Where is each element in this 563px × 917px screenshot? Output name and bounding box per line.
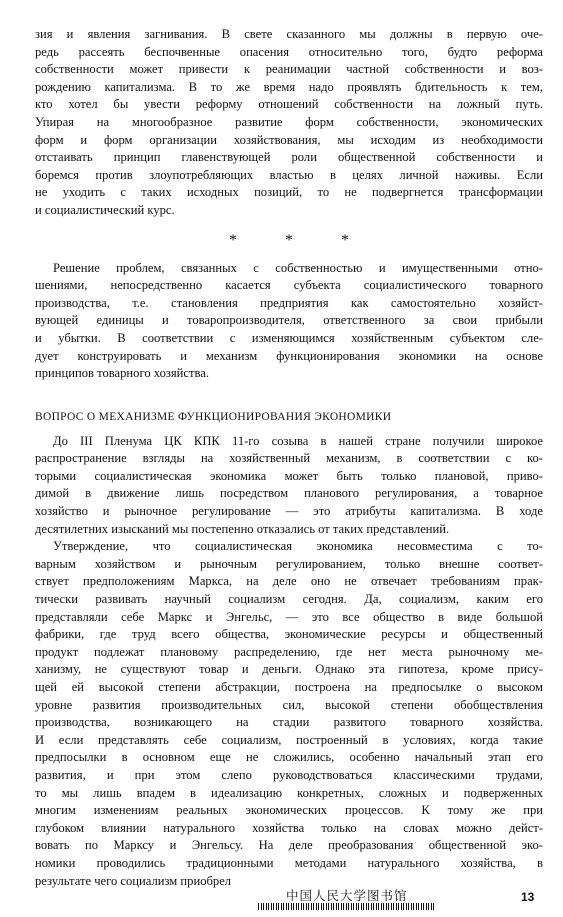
- paragraph-2: [35, 260, 543, 383]
- text-line: глубоком влиянии натурального хозяйства только на словах можно дейст-: [35, 820, 543, 835]
- text-line: многим изменениям реальных экономических процессов. К тому же при: [35, 803, 543, 818]
- text-line: димой в движение лишь посредством планового регулирования, а товарное: [35, 486, 543, 501]
- text-line: кто хотел бы увести реформу отношений собственности на ложный путь.: [35, 97, 543, 112]
- page-body: [35, 26, 543, 890]
- library-stamp: 中国人民大学图书馆: [286, 888, 408, 903]
- text-line: дует конструировать и механизм функционирования экономики на основе: [35, 348, 543, 363]
- text-line: Решение проблем, связанных с собственностью и имущественными отно-: [53, 260, 543, 275]
- text-line: то мы лишь впадем в идеализацию конкретных, сложных и подверженных: [35, 785, 543, 800]
- text-line: ханизму, не существуют товар и деньги. Однако эта гипотеза, кроме прису-: [35, 662, 543, 677]
- paragraph-4: [35, 538, 543, 890]
- text-line: хозяйство и рыночное регулирование — это атрибуты капитализма. В ходе: [35, 504, 543, 519]
- text-line: форм и форм организации хозяйствования, мы исходим из необходимости: [35, 132, 543, 147]
- text-line: продукт подлежат плановому распределению, где нет места рыночному ме-: [35, 644, 543, 659]
- text-line: десятилетних изысканий мы постепенно отказались от таких представлений.: [35, 521, 450, 536]
- text-line: зия и явления загнивания. В свете сказанного мы должны в первую оче-: [35, 27, 543, 41]
- text-line: фабрики, где труд всего общества, экономические ресурсы и общественный: [35, 627, 543, 642]
- text-line: развития, и при этом слепо руководствоваться классическими трудами,: [35, 767, 543, 782]
- barcode-image: [258, 903, 434, 910]
- section-heading: ВОПРОС О МЕХАНИЗМЕ ФУНКЦИОНИРОВАНИЯ ЭКОНОМИКИ: [35, 410, 392, 423]
- text-line: боремся против злоупотребляющих властью в целях личной наживы. Если: [35, 167, 543, 182]
- text-line: и социалистический курс.: [35, 202, 175, 217]
- text-line: торыми социалистическая экономика может быть только плановой, приво-: [35, 468, 543, 483]
- text-line: принципов товарного хозяйства.: [35, 366, 209, 381]
- section-divider-stars: * * *: [229, 231, 371, 249]
- paragraph-1: [35, 26, 543, 220]
- text-line: Упирая на многообразное развитие форм собственности, экономических: [35, 114, 543, 129]
- text-line: отстаивать принцип главенствующей роли общественной собственности и: [35, 150, 543, 165]
- text-line: вовать по Марксу и Энгельсу. На деле преобразования общественной эко-: [35, 838, 543, 853]
- text-line: номики проводились традиционными методами натурального хозяйства, в: [35, 855, 543, 870]
- text-line: предпосылки в основном еще не сложились, особенно начальный этап его: [35, 750, 543, 765]
- text-line: вующей единицы и товаропроизводителя, ответственного за свои прибыли: [35, 313, 543, 328]
- text-line: И если представлять себе социализм, построенный в условиях, когда такие: [35, 732, 543, 747]
- text-line: собственности может привести к реанимации частной собственности и воз-: [35, 62, 543, 77]
- text-line: и убытки. В соответствии с изменяющимся хозяйственным субъектом сле-: [35, 330, 543, 345]
- text-line: не уходить с таких исходных позиций, то не подвергнется трансформации: [35, 185, 543, 200]
- text-line: тически развивать научный социализм сегодня. Да, социализм, каким его: [35, 592, 543, 607]
- text-line: представляли себе Маркс и Энгельс, — это все общество в виде большой: [35, 609, 543, 624]
- text-line: уровне развития производительных сил, высокой степени обобществления: [35, 697, 543, 712]
- text-line: распространение взгляды на хозяйственный механизм, в соответствии с ко-: [35, 451, 543, 466]
- page-footer: [0, 886, 563, 914]
- text-line: шениями, непосредственно касается субъекта социалистического товарного: [35, 278, 543, 293]
- text-line: производства, т.е. становления предприятия как самостоятельно хозяйст-: [35, 295, 543, 310]
- page-number: 13: [521, 890, 535, 904]
- text-line: ствует предположениям Маркса, на деле оно не отвечает требованиям прак-: [35, 574, 543, 589]
- text-line: Утверждение, что социалистическая экономика несовместима с то-: [53, 539, 543, 554]
- text-line: производства, возникающего на стадии развитого товарного хозяйства.: [35, 715, 543, 730]
- text-line: рождению капитализма. В то же время надо проявлять бдительность к тем,: [35, 79, 543, 94]
- text-line: варным хозяйством и рыночным регулированием, только внешне соответ-: [35, 556, 543, 571]
- text-line: До III Пленума ЦК КПК 11-го созыва в нашей стране получили широкое: [53, 433, 543, 448]
- paragraph-3: [35, 433, 543, 539]
- text-line: результате чего социализм приобрел: [35, 873, 232, 888]
- text-line: щей ей высокой степени абстракции, построена на предпосылке о высоком: [35, 680, 543, 694]
- text-line: редь рассеять беспочвенные опасения относительно того, будто реформа: [35, 44, 543, 59]
